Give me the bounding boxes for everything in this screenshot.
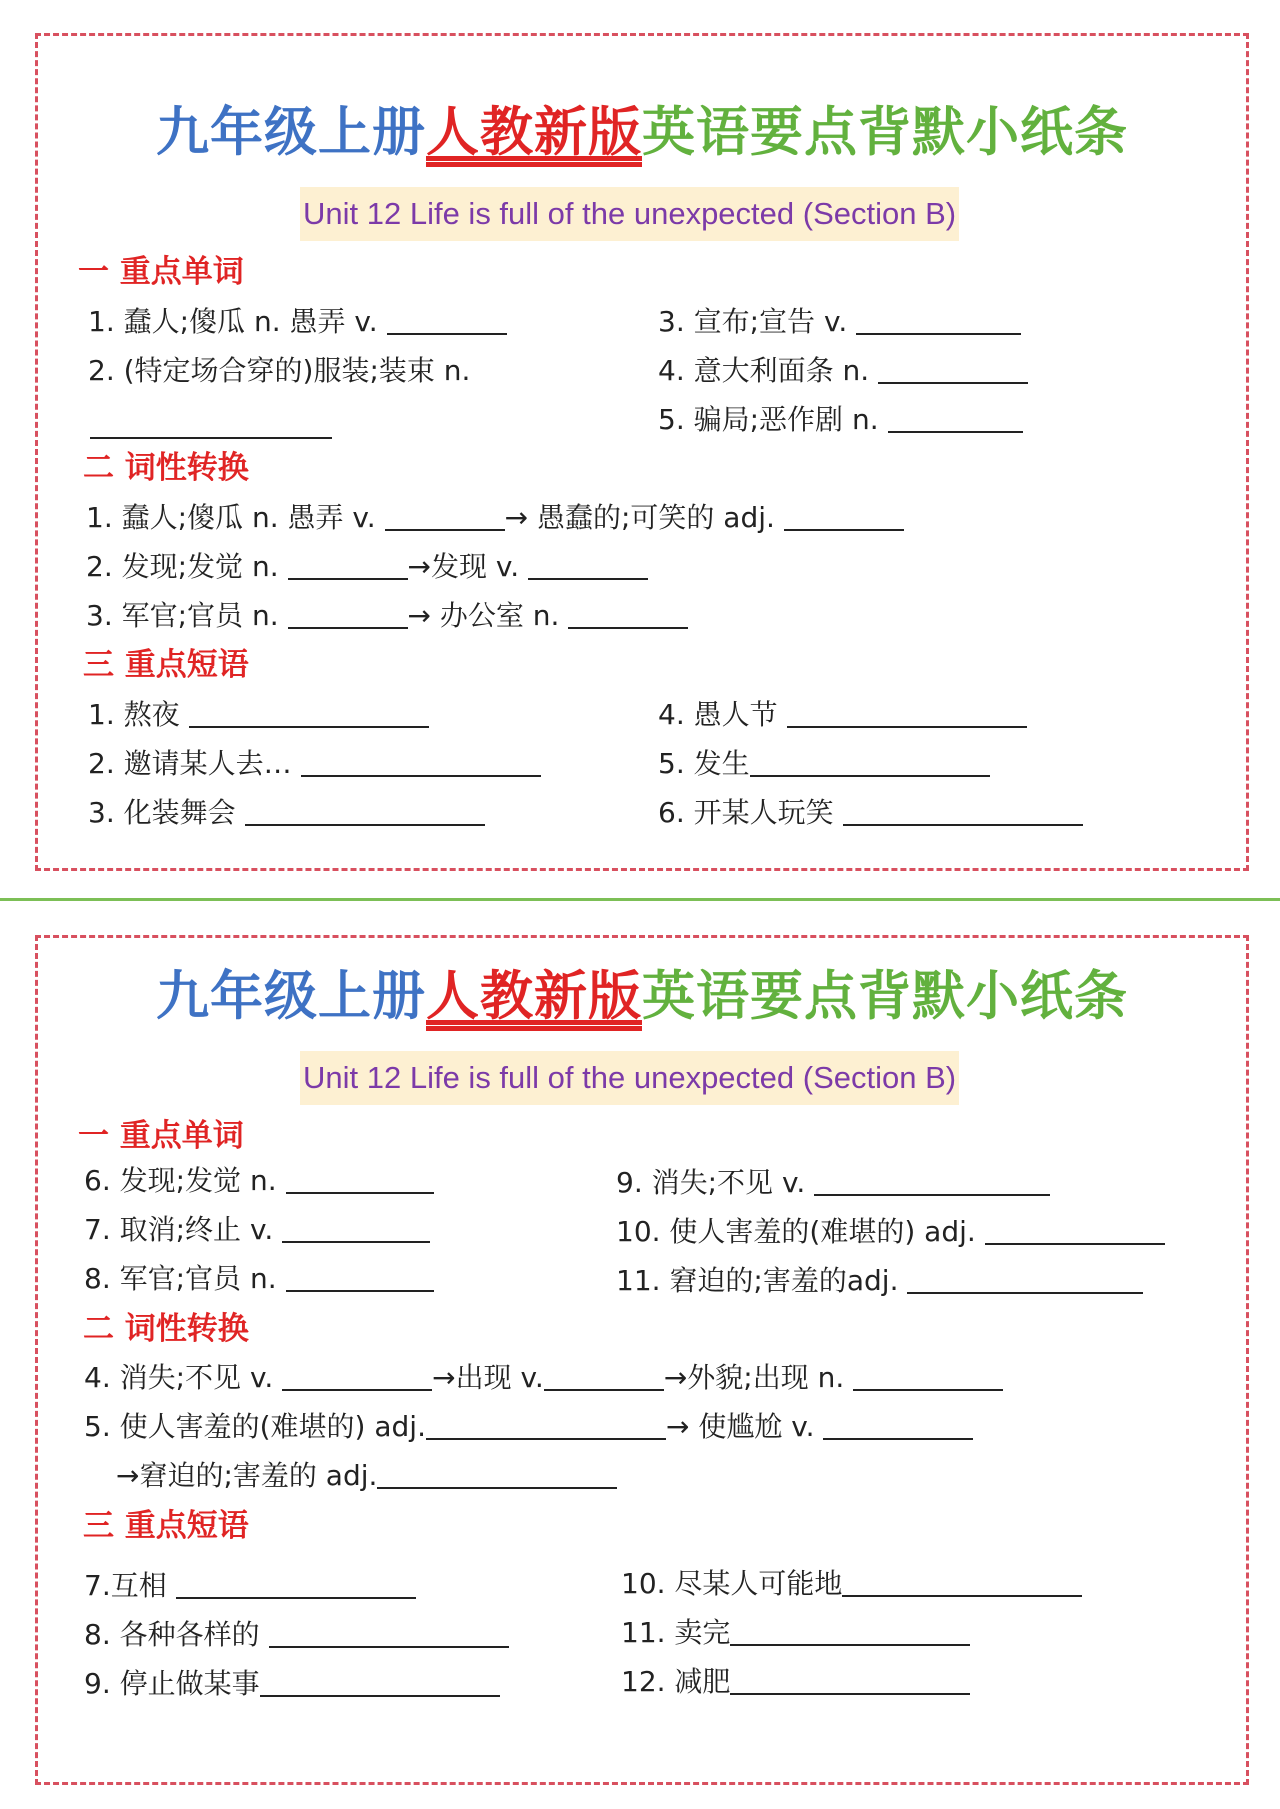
answer-blank[interactable]: [288, 601, 408, 629]
answer-blank[interactable]: [426, 1412, 666, 1440]
title-grade: 九年级上册: [156, 965, 426, 1027]
form-item-3: 3. 军官;官员 n. → 办公室 n.: [86, 596, 688, 636]
answer-blank[interactable]: [814, 1168, 1050, 1196]
green-divider: [0, 898, 1280, 901]
phrase-item-11: 11. 卖完: [621, 1613, 970, 1653]
phrase-item-9: 9. 停止做某事: [84, 1664, 500, 1704]
answer-blank[interactable]: [730, 1618, 970, 1646]
section-heading-key-words: 一 重点单词: [78, 1118, 244, 1154]
answer-blank[interactable]: [843, 798, 1083, 826]
answer-blank[interactable]: [888, 405, 1023, 433]
answer-blank[interactable]: [260, 1669, 500, 1697]
answer-blank[interactable]: [245, 798, 485, 826]
answer-blank[interactable]: [286, 1264, 434, 1292]
phrase-item-1: 1. 熬夜: [88, 695, 429, 735]
answer-blank[interactable]: [853, 1363, 1003, 1391]
answer-blank[interactable]: [907, 1266, 1143, 1294]
answer-blank[interactable]: [842, 1569, 1082, 1597]
answer-blank[interactable]: [282, 1363, 432, 1391]
title-edition: 人教新版: [426, 965, 642, 1027]
phrase-item-2: 2. 邀请某人去…: [88, 744, 541, 784]
phrase-item-6: 6. 开某人玩笑: [658, 793, 1083, 833]
answer-blank[interactable]: [387, 307, 507, 335]
answer-blank[interactable]: [730, 1667, 970, 1695]
form-item-5: 5. 使人害羞的(难堪的) adj. → 使尴尬 v.: [84, 1407, 973, 1447]
answer-blank[interactable]: [385, 503, 505, 531]
answer-blank[interactable]: [176, 1571, 416, 1599]
word-item-7: 7. 取消;终止 v.: [84, 1210, 430, 1250]
worksheet-card-1: [35, 33, 1249, 871]
title-topic: 英语要点背默小纸条: [642, 101, 1128, 163]
card-title: [38, 964, 1246, 1028]
answer-blank[interactable]: [750, 749, 990, 777]
card-title: [38, 100, 1246, 164]
form-item-1: 1. 蠢人;傻瓜 n. 愚弄 v. → 愚蠢的;可笑的 adj.: [86, 498, 904, 538]
phrase-item-5: 5. 发生: [658, 744, 990, 784]
answer-blank[interactable]: [787, 700, 1027, 728]
answer-blank[interactable]: [528, 552, 648, 580]
word-item-11: 11. 窘迫的;害羞的adj.: [616, 1261, 1143, 1301]
answer-blank[interactable]: [286, 1166, 434, 1194]
answer-blank[interactable]: [856, 307, 1021, 335]
phrase-item-3: 3. 化装舞会: [88, 793, 485, 833]
phrase-item-7: 7.互相: [84, 1566, 416, 1606]
word-item-5: 5. 骗局;恶作剧 n.: [658, 400, 1023, 440]
form-item-5-continued: →窘迫的;害羞的 adj.: [116, 1456, 617, 1496]
section-heading-word-forms: 二 词性转换: [83, 1311, 249, 1347]
unit-subtitle: Unit 12 Life is full of the unexpected (Section B): [300, 187, 959, 241]
answer-blank[interactable]: [878, 356, 1028, 384]
answer-blank[interactable]: [90, 435, 332, 439]
unit-subtitle: Unit 12 Life is full of the unexpected (Section B): [300, 1051, 959, 1105]
answer-blank[interactable]: [568, 601, 688, 629]
answer-blank[interactable]: [189, 700, 429, 728]
answer-blank[interactable]: [301, 749, 541, 777]
title-edition: 人教新版: [426, 101, 642, 163]
answer-blank[interactable]: [985, 1217, 1165, 1245]
word-item-1: 1. 蠢人;傻瓜 n. 愚弄 v.: [88, 302, 507, 342]
worksheet-card-2: [35, 935, 1249, 1785]
answer-blank[interactable]: [282, 1215, 430, 1243]
section-heading-key-phrases: 三 重点短语: [83, 1508, 249, 1544]
answer-blank[interactable]: [823, 1412, 973, 1440]
phrase-item-12: 12. 减肥: [621, 1662, 970, 1702]
phrase-item-8: 8. 各种各样的: [84, 1615, 509, 1655]
word-item-2: 2. (特定场合穿的)服装;装束 n.: [88, 354, 471, 387]
answer-blank[interactable]: [269, 1620, 509, 1648]
section-heading-key-words: 一 重点单词: [78, 254, 244, 290]
word-item-8: 8. 军官;官员 n.: [84, 1259, 434, 1299]
word-item-6: 6. 发现;发觉 n.: [84, 1161, 434, 1201]
form-item-4: 4. 消失;不见 v. →出现 v. →外貌;出现 n.: [84, 1358, 1003, 1398]
word-item-9: 9. 消失;不见 v.: [616, 1163, 1050, 1203]
answer-blank[interactable]: [784, 503, 904, 531]
phrase-item-10: 10. 尽某人可能地: [621, 1564, 1082, 1604]
answer-blank[interactable]: [377, 1461, 617, 1489]
form-item-2: 2. 发现;发觉 n. →发现 v.: [86, 547, 648, 587]
title-grade: 九年级上册: [156, 101, 426, 163]
answer-blank[interactable]: [288, 552, 408, 580]
title-topic: 英语要点背默小纸条: [642, 965, 1128, 1027]
section-heading-word-forms: 二 词性转换: [83, 450, 249, 486]
word-item-10: 10. 使人害羞的(难堪的) adj.: [616, 1212, 1165, 1252]
section-heading-key-phrases: 三 重点短语: [83, 647, 249, 683]
word-item-4: 4. 意大利面条 n.: [658, 351, 1028, 391]
word-item-3: 3. 宣布;宣告 v.: [658, 302, 1021, 342]
phrase-item-4: 4. 愚人节: [658, 695, 1027, 735]
answer-blank[interactable]: [544, 1363, 664, 1391]
